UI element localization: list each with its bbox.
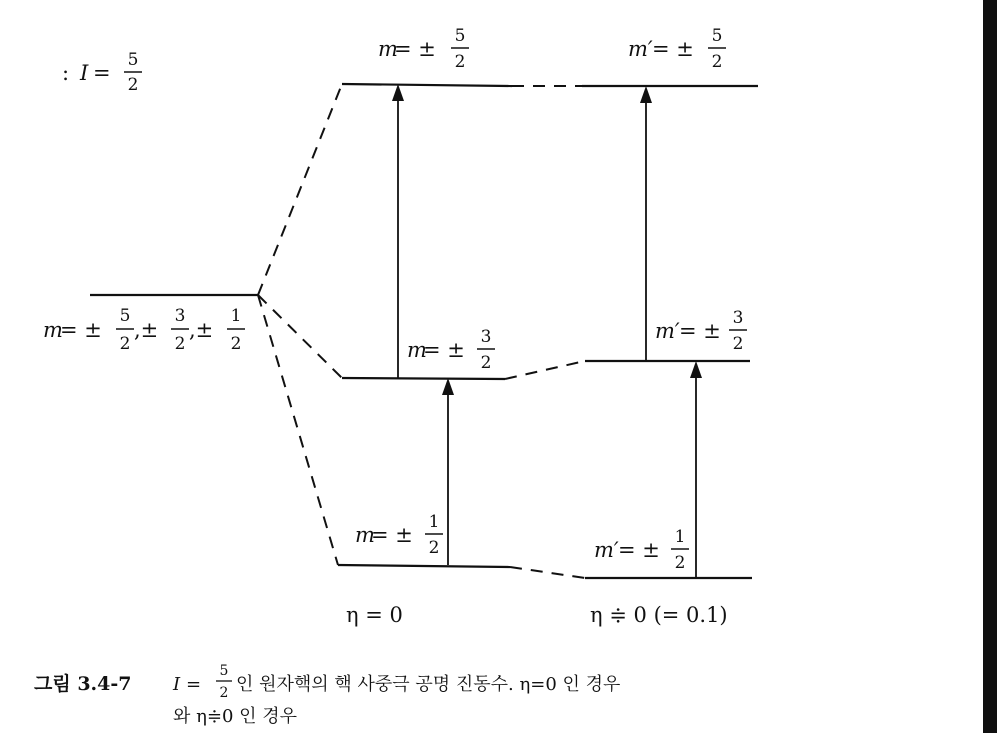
left-top-level-line: [342, 84, 512, 86]
spin-num: 5: [127, 50, 139, 70]
splitting-dashes: [258, 84, 585, 578]
left-bot-num: 1: [428, 512, 440, 532]
right-top-eq: = ±: [652, 37, 694, 61]
left-mid-den: 2: [480, 353, 492, 373]
caption-den: 2: [219, 685, 229, 701]
arrow-left-upper-head: [392, 84, 404, 101]
dash-to-bot: [258, 295, 338, 565]
degenerate-eq: = ±: [60, 318, 102, 342]
spin-var: I: [80, 61, 89, 85]
right-mid-var: m′: [655, 319, 680, 343]
caption-figure-number: 그림 3.4-7: [34, 673, 132, 695]
caption-var: I: [173, 674, 181, 695]
degenerate-frac3-num: 1: [230, 306, 242, 326]
degenerate-frac1-den: 2: [119, 334, 131, 354]
eta-zero-label: η = 0: [346, 603, 403, 627]
arrow-right-lower-head: [690, 361, 702, 378]
dash-to-top: [258, 84, 342, 295]
eta-nonzero-label: η ≑ 0 (= 0.1): [590, 603, 728, 627]
left-mid-var: m: [407, 338, 427, 362]
spin-den: 2: [127, 75, 139, 95]
caption-num: 5: [219, 663, 229, 679]
spin-prefix: :: [62, 61, 70, 85]
right-bot-eq: = ±: [618, 538, 660, 562]
left-top-den: 2: [454, 52, 466, 72]
scan-edge-border: [983, 0, 997, 733]
degenerate-frac3-den: 2: [230, 334, 242, 354]
right-mid-eq: = ±: [679, 319, 721, 343]
dash-mid-connect: [505, 361, 585, 379]
left-top-num: 5: [454, 26, 466, 46]
right-top-var: m′: [628, 37, 653, 61]
right-mid-den: 2: [732, 334, 744, 354]
left-levels: [338, 84, 512, 567]
right-bot-num: 1: [674, 527, 686, 547]
left-mid-eq: = ±: [423, 338, 465, 362]
spin-label: [62, 50, 142, 95]
degenerate-var: m: [43, 318, 63, 342]
caption-line2: 와 η≑0 인 경우: [173, 706, 298, 727]
degenerate-frac2-num: 3: [174, 306, 186, 326]
left-mid-level-label: [407, 327, 495, 373]
left-bot-level-label: [355, 512, 443, 558]
spin-eq: =: [93, 61, 111, 85]
left-top-level-label: [378, 26, 469, 72]
right-top-level-label: [628, 26, 726, 72]
left-bot-var: m: [355, 523, 375, 547]
left-mid-num: 3: [480, 327, 492, 347]
left-bot-eq: = ±: [371, 523, 413, 547]
left-top-var: m: [378, 37, 398, 61]
left-bot-den: 2: [428, 538, 440, 558]
left-mid-level-line: [342, 378, 505, 379]
left-bot-level-line: [338, 565, 510, 567]
right-bot-level-label: [594, 527, 689, 573]
degenerate-frac2-den: 2: [174, 334, 186, 354]
dash-bot-connect: [510, 567, 585, 578]
caption-eq: =: [186, 674, 202, 695]
right-mid-num: 3: [732, 308, 744, 328]
arrow-right-upper-head: [640, 86, 652, 103]
right-bot-var: m′: [594, 538, 619, 562]
degenerate-frac1-num: 5: [119, 306, 131, 326]
arrow-left-lower-head: [442, 378, 454, 395]
figure-caption: [34, 663, 620, 727]
right-bot-den: 2: [674, 553, 686, 573]
degenerate-sep1: ,±: [134, 318, 159, 342]
degenerate-sep2: ,±: [189, 318, 214, 342]
left-top-eq: = ±: [394, 37, 436, 61]
right-top-num: 5: [711, 26, 723, 46]
right-top-den: 2: [711, 52, 723, 72]
caption-line1-rest: 인 원자핵의 핵 사중극 공명 진동수. η=0 인 경우: [236, 674, 621, 695]
right-mid-level-label: [655, 308, 747, 354]
degenerate-level-label: [43, 306, 245, 354]
